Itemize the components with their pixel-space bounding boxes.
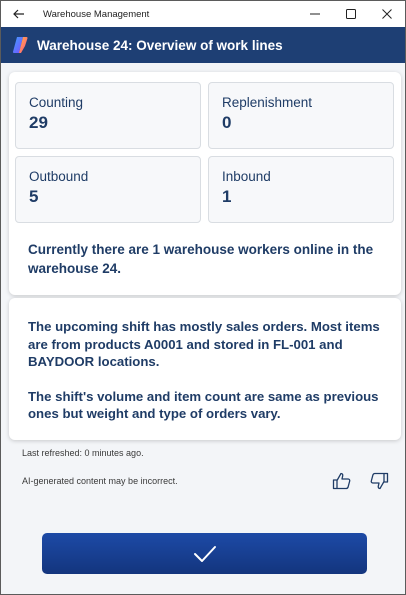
- ai-summary-card: [9, 298, 401, 440]
- maximize-icon: [346, 9, 356, 19]
- online-workers-text: Currently there are 1 warehouse workers online in the warehouse 24.: [28, 242, 374, 276]
- app-header: [1, 27, 405, 63]
- tile-label: Replenishment: [222, 95, 313, 110]
- thumbs-down-button[interactable]: [367, 469, 391, 493]
- thumbs-up-icon: [332, 472, 352, 490]
- back-button[interactable]: [1, 1, 37, 27]
- arrow-left-icon: [13, 9, 25, 19]
- tile-label: Inbound: [222, 169, 271, 184]
- thumbs-down-icon: [369, 472, 389, 490]
- last-refreshed-text: Last refreshed: 0 minutes ago.: [22, 448, 144, 458]
- tile-value: 0: [222, 113, 232, 132]
- minimize-button[interactable]: [297, 1, 333, 27]
- maximize-button[interactable]: [333, 1, 369, 27]
- confirm-button[interactable]: [42, 533, 367, 574]
- tile-value: 5: [29, 187, 39, 206]
- tile-value: 1: [222, 187, 232, 206]
- thumbs-up-button[interactable]: [330, 469, 354, 493]
- copilot-logo-icon: [12, 36, 30, 54]
- minimize-icon: [310, 9, 320, 19]
- tile-label: Outbound: [29, 169, 89, 184]
- checkmark-icon: [193, 545, 217, 563]
- tile-inbound[interactable]: [208, 156, 394, 223]
- close-icon: [382, 9, 392, 19]
- summary-paragraph: The shift's volume and item count are same as previous ones but weight and type of orders vary.: [28, 388, 379, 421]
- tile-outbound[interactable]: [15, 156, 201, 223]
- tile-value: 29: [29, 113, 48, 132]
- tile-replenishment[interactable]: [208, 82, 394, 149]
- close-button[interactable]: [369, 1, 405, 27]
- tile-label: Counting: [29, 95, 84, 110]
- work-lines-card: [9, 72, 401, 295]
- summary-paragraph: The upcoming shift has mostly sales orders. Most items are from products A0001 and stored in FL-001 and BAYDOOR locations.: [28, 319, 380, 369]
- title-bar: [1, 1, 405, 27]
- ai-disclaimer-text: AI-generated content may be incorrect.: [22, 476, 178, 486]
- tile-counting[interactable]: [15, 82, 201, 149]
- page-title: Warehouse 24: Overview of work lines: [37, 37, 283, 53]
- window-title: Warehouse Management: [43, 8, 150, 20]
